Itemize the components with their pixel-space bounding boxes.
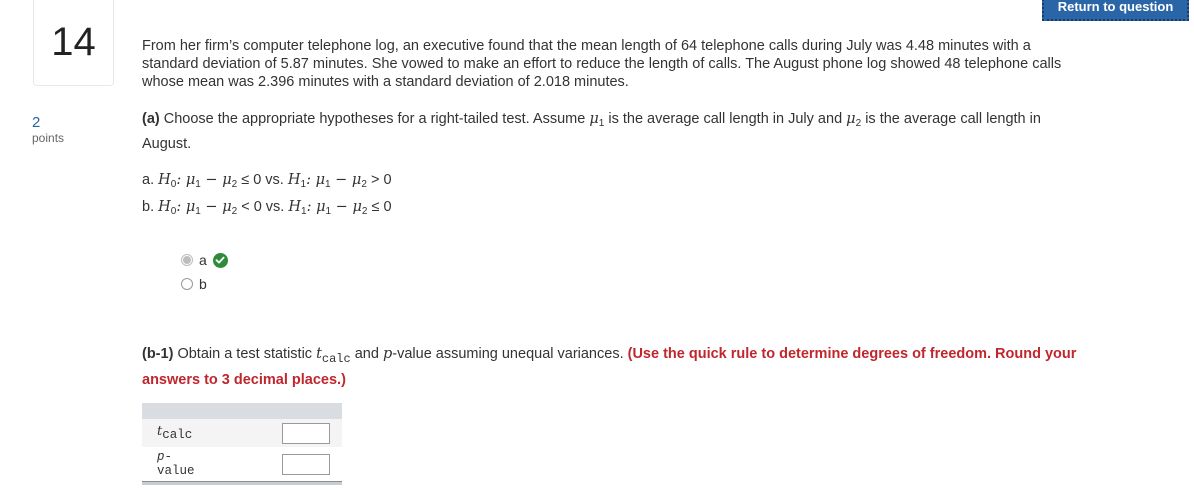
t-subscript: calc: [321, 352, 351, 366]
hypotheses-list: [142, 169, 392, 223]
expr-minus-mu2: − μ: [330, 172, 362, 188]
mu2-symbol: μ: [846, 111, 856, 127]
pvalue-label-sub: value: [157, 464, 195, 478]
h1-symbol: H: [288, 199, 302, 215]
t-symbol: t: [316, 346, 322, 362]
subscript: 1: [325, 179, 331, 190]
h0-subscript: 0: [170, 206, 177, 217]
table-row: [142, 447, 342, 481]
answer-table: [142, 403, 342, 485]
tcalc-input[interactable]: [282, 423, 330, 444]
part-b1-prompt: [142, 344, 1082, 391]
expr-minus-mu2: − μ: [200, 199, 232, 215]
relation-h1: ≤ 0: [367, 199, 392, 215]
hypothesis-option-b: [142, 196, 392, 223]
h1-expr-mu1: : μ: [306, 172, 325, 188]
answer-options: [181, 248, 228, 296]
subscript: 2: [231, 179, 238, 190]
subscript: 2: [361, 206, 368, 217]
h1-symbol: H: [287, 172, 301, 188]
expr-minus-mu2: − μ: [200, 172, 232, 188]
subscript: 2: [231, 206, 238, 217]
option-b-row[interactable]: [181, 272, 228, 296]
points-value: 2: [32, 114, 41, 131]
tcalc-label-main: t: [157, 423, 163, 439]
table-footer: [142, 481, 342, 485]
part-b1-tag: (b-1): [142, 346, 174, 362]
instruction-text: (Use the quick rule to determine degrees of freedom. Round your answers to 3 decimal places.): [142, 346, 1077, 388]
part-a-tag: (a): [142, 111, 160, 127]
points-label: points: [32, 131, 65, 145]
subscript: 1: [325, 206, 332, 217]
relation-h0: ≤ 0 vs.: [237, 172, 288, 188]
mu2-subscript: 2: [855, 118, 862, 129]
h0-subscript: 0: [170, 179, 177, 190]
part-a-text-1: Choose the appropriate hypotheses for a right-tailed test. Assume: [159, 111, 590, 127]
radio-option-a[interactable]: [181, 254, 193, 266]
subscript: 2: [361, 179, 367, 190]
option-b-label: b: [199, 276, 207, 292]
mu1-subscript: 1: [598, 118, 605, 129]
tcalc-label: [157, 425, 192, 442]
h0-symbol: H: [158, 172, 171, 188]
mu1-symbol: μ: [589, 111, 599, 127]
pvalue-label-main: p-: [157, 450, 173, 464]
part-a-text-3: is the average call length in August.: [142, 111, 1041, 152]
p-symbol: p: [382, 346, 393, 362]
part-b1-text-1: Obtain a test statistic: [173, 346, 317, 362]
h1-subscript: 1: [300, 179, 307, 190]
h0-symbol: H: [158, 199, 171, 215]
hypothesis-prefix: b.: [142, 199, 159, 215]
h0-expr-mu1: : μ: [176, 199, 196, 215]
h1-subscript: 1: [301, 206, 307, 217]
subscript: 1: [195, 206, 201, 217]
check-circle-icon: [213, 253, 228, 268]
return-to-question-button[interactable]: Return to question: [1042, 0, 1189, 21]
pvalue-label: [157, 450, 195, 478]
part-b1-text-3: -value assuming unequal variances.: [392, 346, 628, 362]
subscript: 1: [195, 179, 201, 190]
part-b1-text-2: and: [350, 346, 383, 362]
question-number: 14: [51, 20, 96, 64]
question-intro: From her firm’s computer telephone log, an executive found that the mean length of 64 telephone calls during July was 4.48 minutes with a standard deviation of 5.87 minutes. She vowed to make an effort to reduce the length of calls. The August phone log showed 48 telephone calls whose mean was 2.396 minutes with a standard deviation of 2.018 minutes.: [142, 38, 1062, 90]
hypothesis-prefix: a.: [142, 172, 159, 188]
tcalc-label-sub: calc: [162, 427, 193, 442]
part-a-text-2: is the average call length in July and: [604, 111, 847, 127]
expr-minus-mu2: − μ: [331, 199, 362, 215]
table-header: [142, 403, 342, 419]
pvalue-input[interactable]: [282, 454, 330, 475]
option-a-label: a: [199, 252, 207, 268]
hypothesis-option-a: [142, 169, 392, 196]
relation-h0: < 0 vs.: [237, 199, 289, 215]
option-a-row[interactable]: [181, 248, 228, 272]
relation-h1: > 0: [366, 172, 392, 188]
h1-expr-mu1: : μ: [306, 199, 326, 215]
h0-expr-mu1: : μ: [176, 172, 196, 188]
table-row: [142, 419, 342, 447]
question-body: [142, 37, 1077, 91]
part-a-prompt: [142, 109, 1072, 155]
question-number-box: [33, 0, 114, 86]
radio-option-b[interactable]: [181, 278, 193, 290]
